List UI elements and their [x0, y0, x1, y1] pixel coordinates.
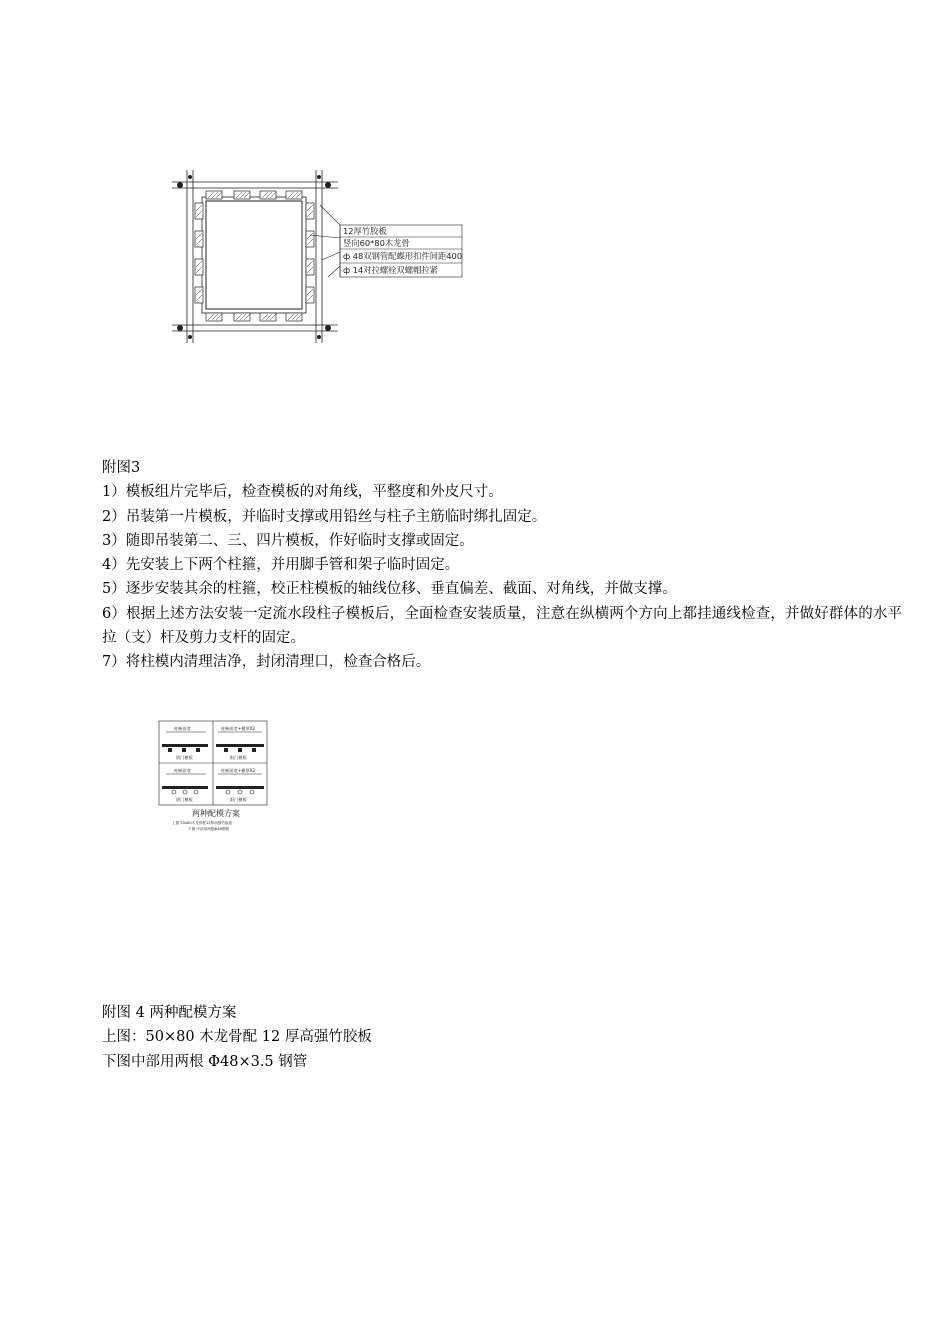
- column-formwork-plan-drawing: [160, 165, 480, 355]
- figure4-line-top: 上图：50×80 木龙骨配 12 厚高强竹胶板: [102, 1029, 372, 1046]
- fig1-label-stud: 竖向60*80木龙骨: [343, 238, 410, 248]
- fig1-label-bolt: ф 14对拉螺栓双螺帽拉紧: [343, 265, 438, 275]
- fig1-label-tube: ф 48双钢管配蝶形扣件间距400: [343, 251, 463, 261]
- figure4-caption: 附图 4 两种配模方案: [102, 1005, 237, 1021]
- fig2-label-width-bottom: 柱断面宽: [174, 768, 191, 773]
- fig2-label-width-thick-top: 柱断面宽+模厚X2: [221, 726, 256, 731]
- step-6: 6）根据上述方法安装一定流水段柱子模板后，全面检查安装质量，注意在纵横两个方向上都挂通线检查，并做好群体的水平拉（支）杆及剪力支杆的固定。: [102, 605, 902, 647]
- step-1: 1）模板组片完毕后，检查模板的对角线，平整度和外皮尺寸。: [102, 484, 503, 501]
- step-7: 7）将柱模内清理洁净，封闭清理口，检查合格后。: [102, 654, 431, 671]
- section-figure4: [102, 1001, 902, 1074]
- section-figure3: [102, 456, 902, 675]
- step-3: 3）随即吊装第二、三、四片模板，作好临时支撑或固定。: [102, 532, 474, 549]
- fig2-label-width-thick-bottom: 柱断面宽+模厚X2: [221, 768, 256, 773]
- step-5: 5）逐步安装其余的柱箍，校正柱模板的轴线位移、垂直偏差、截面、对角线，并做支撑。: [102, 581, 677, 598]
- formwork-schemes-drawing: [158, 720, 268, 840]
- step-4: 4）先安装上下两个柱箍，并用脚手管和架子临时固定。: [102, 557, 460, 574]
- fig2-label-yang-top: 阳门模板: [230, 755, 247, 760]
- fig2-label-yin-bottom: 阴门模板: [176, 797, 193, 802]
- fig2-label-yin-top: 阴门模板: [176, 755, 193, 760]
- fig2-label-width-top: 柱断面宽: [174, 726, 191, 731]
- fig2-label-yang-bottom: 阳门模板: [230, 797, 247, 802]
- step-2: 2）吊装第一片模板，并临时支撑或用铅丝与柱子主筋临时绑扎固定。: [102, 508, 547, 525]
- fig2-title: 两种配模方案: [192, 809, 240, 818]
- figure3-caption: 附图3: [102, 460, 141, 476]
- fig1-label-board: 12厚竹胶板: [343, 226, 387, 236]
- figure4-line-bottom: 下图中部用两根 Φ48×3.5 钢管: [102, 1053, 308, 1070]
- fig2-note-top: 上图 50x80木龙骨配12厚高强竹胶板: [172, 821, 233, 825]
- fig2-note-bottom: 下图 中部用两根ф48钢管: [188, 827, 230, 831]
